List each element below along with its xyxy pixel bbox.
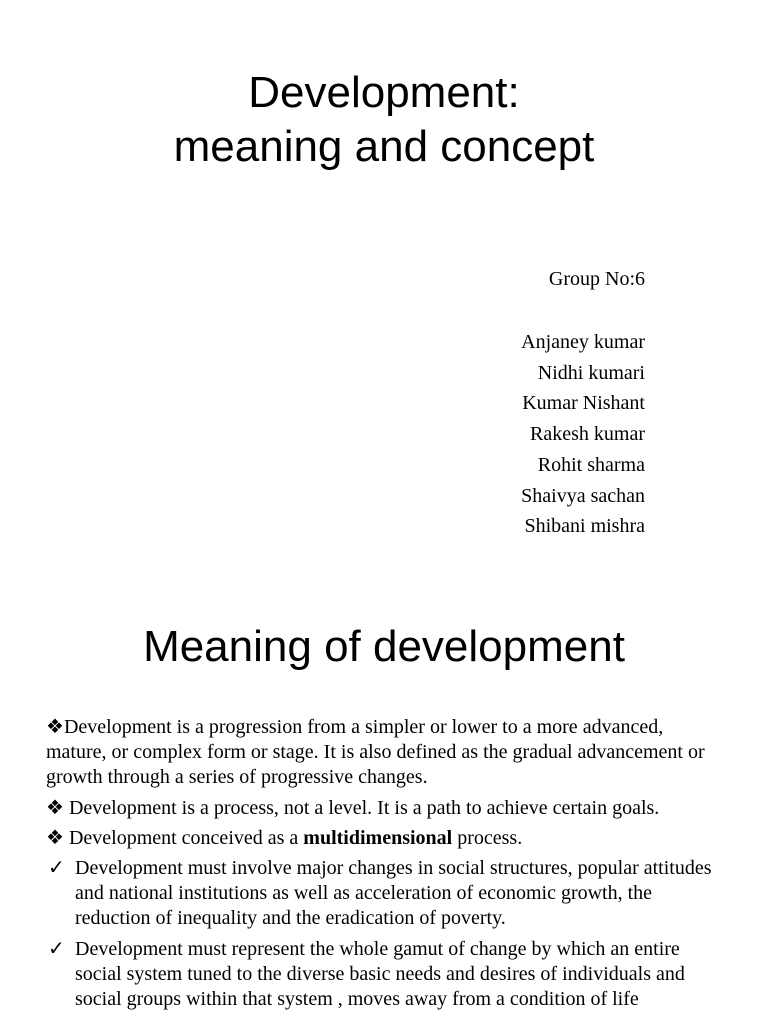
member-name: Kumar Nishant <box>522 392 645 415</box>
bullet-text: Development is a process, not a level. It is a path to achieve certain goals. <box>68 796 660 819</box>
check-text: Development must involve major changes in social structures, popular attitudes and national institutions as well as acceleration of economic growth, the reduction of inequality and the eradication of poverty. <box>75 857 712 930</box>
member-name: Anjaney kumar <box>521 331 645 353</box>
bullet-item <box>46 826 728 851</box>
group-number: Group No:6 <box>548 268 645 290</box>
slide-title <box>0 66 768 174</box>
section-title: Meaning of development <box>143 622 625 671</box>
diamond-bullet-icon: ❖ <box>46 796 64 819</box>
bullet-bold-text: multidimensional <box>303 826 453 849</box>
member-name: Shibani mishra <box>524 515 645 538</box>
bullet-text: process. <box>452 826 523 849</box>
member-name: Rakesh kumar <box>530 423 645 446</box>
bullet-item <box>46 715 728 791</box>
check-item <box>46 937 728 1013</box>
member-name: Shaivya sachan <box>521 484 645 507</box>
bullet-item <box>46 796 728 821</box>
diamond-bullet-icon: ❖ <box>46 716 64 738</box>
diamond-bullet-icon: ❖ <box>46 826 64 849</box>
member-name: Nidhi kumari <box>537 361 645 384</box>
slide-content <box>46 715 728 1017</box>
bullet-text: Development conceived as a <box>68 826 304 849</box>
slide-title-line-1: Development: <box>248 68 520 117</box>
check-icon: ✓ <box>48 937 65 960</box>
slide-title-line-2: meaning and concept <box>173 122 595 171</box>
bullet-text: Development is a progression from a simpler or lower to a more advanced, mature, or complex form or stage. It is also defined as the gradual advancement or growth through a series of progressive changes. <box>46 716 705 789</box>
check-icon: ✓ <box>48 857 65 880</box>
check-item <box>46 856 728 932</box>
member-name: Rohit sharma <box>537 453 645 476</box>
check-text: Development must represent the whole gamut of change by which an entire social system tuned to the diverse basic needs and desires of individuals and social groups within that system , moves away from a condition of life <box>75 937 685 1011</box>
group-info <box>521 265 645 542</box>
